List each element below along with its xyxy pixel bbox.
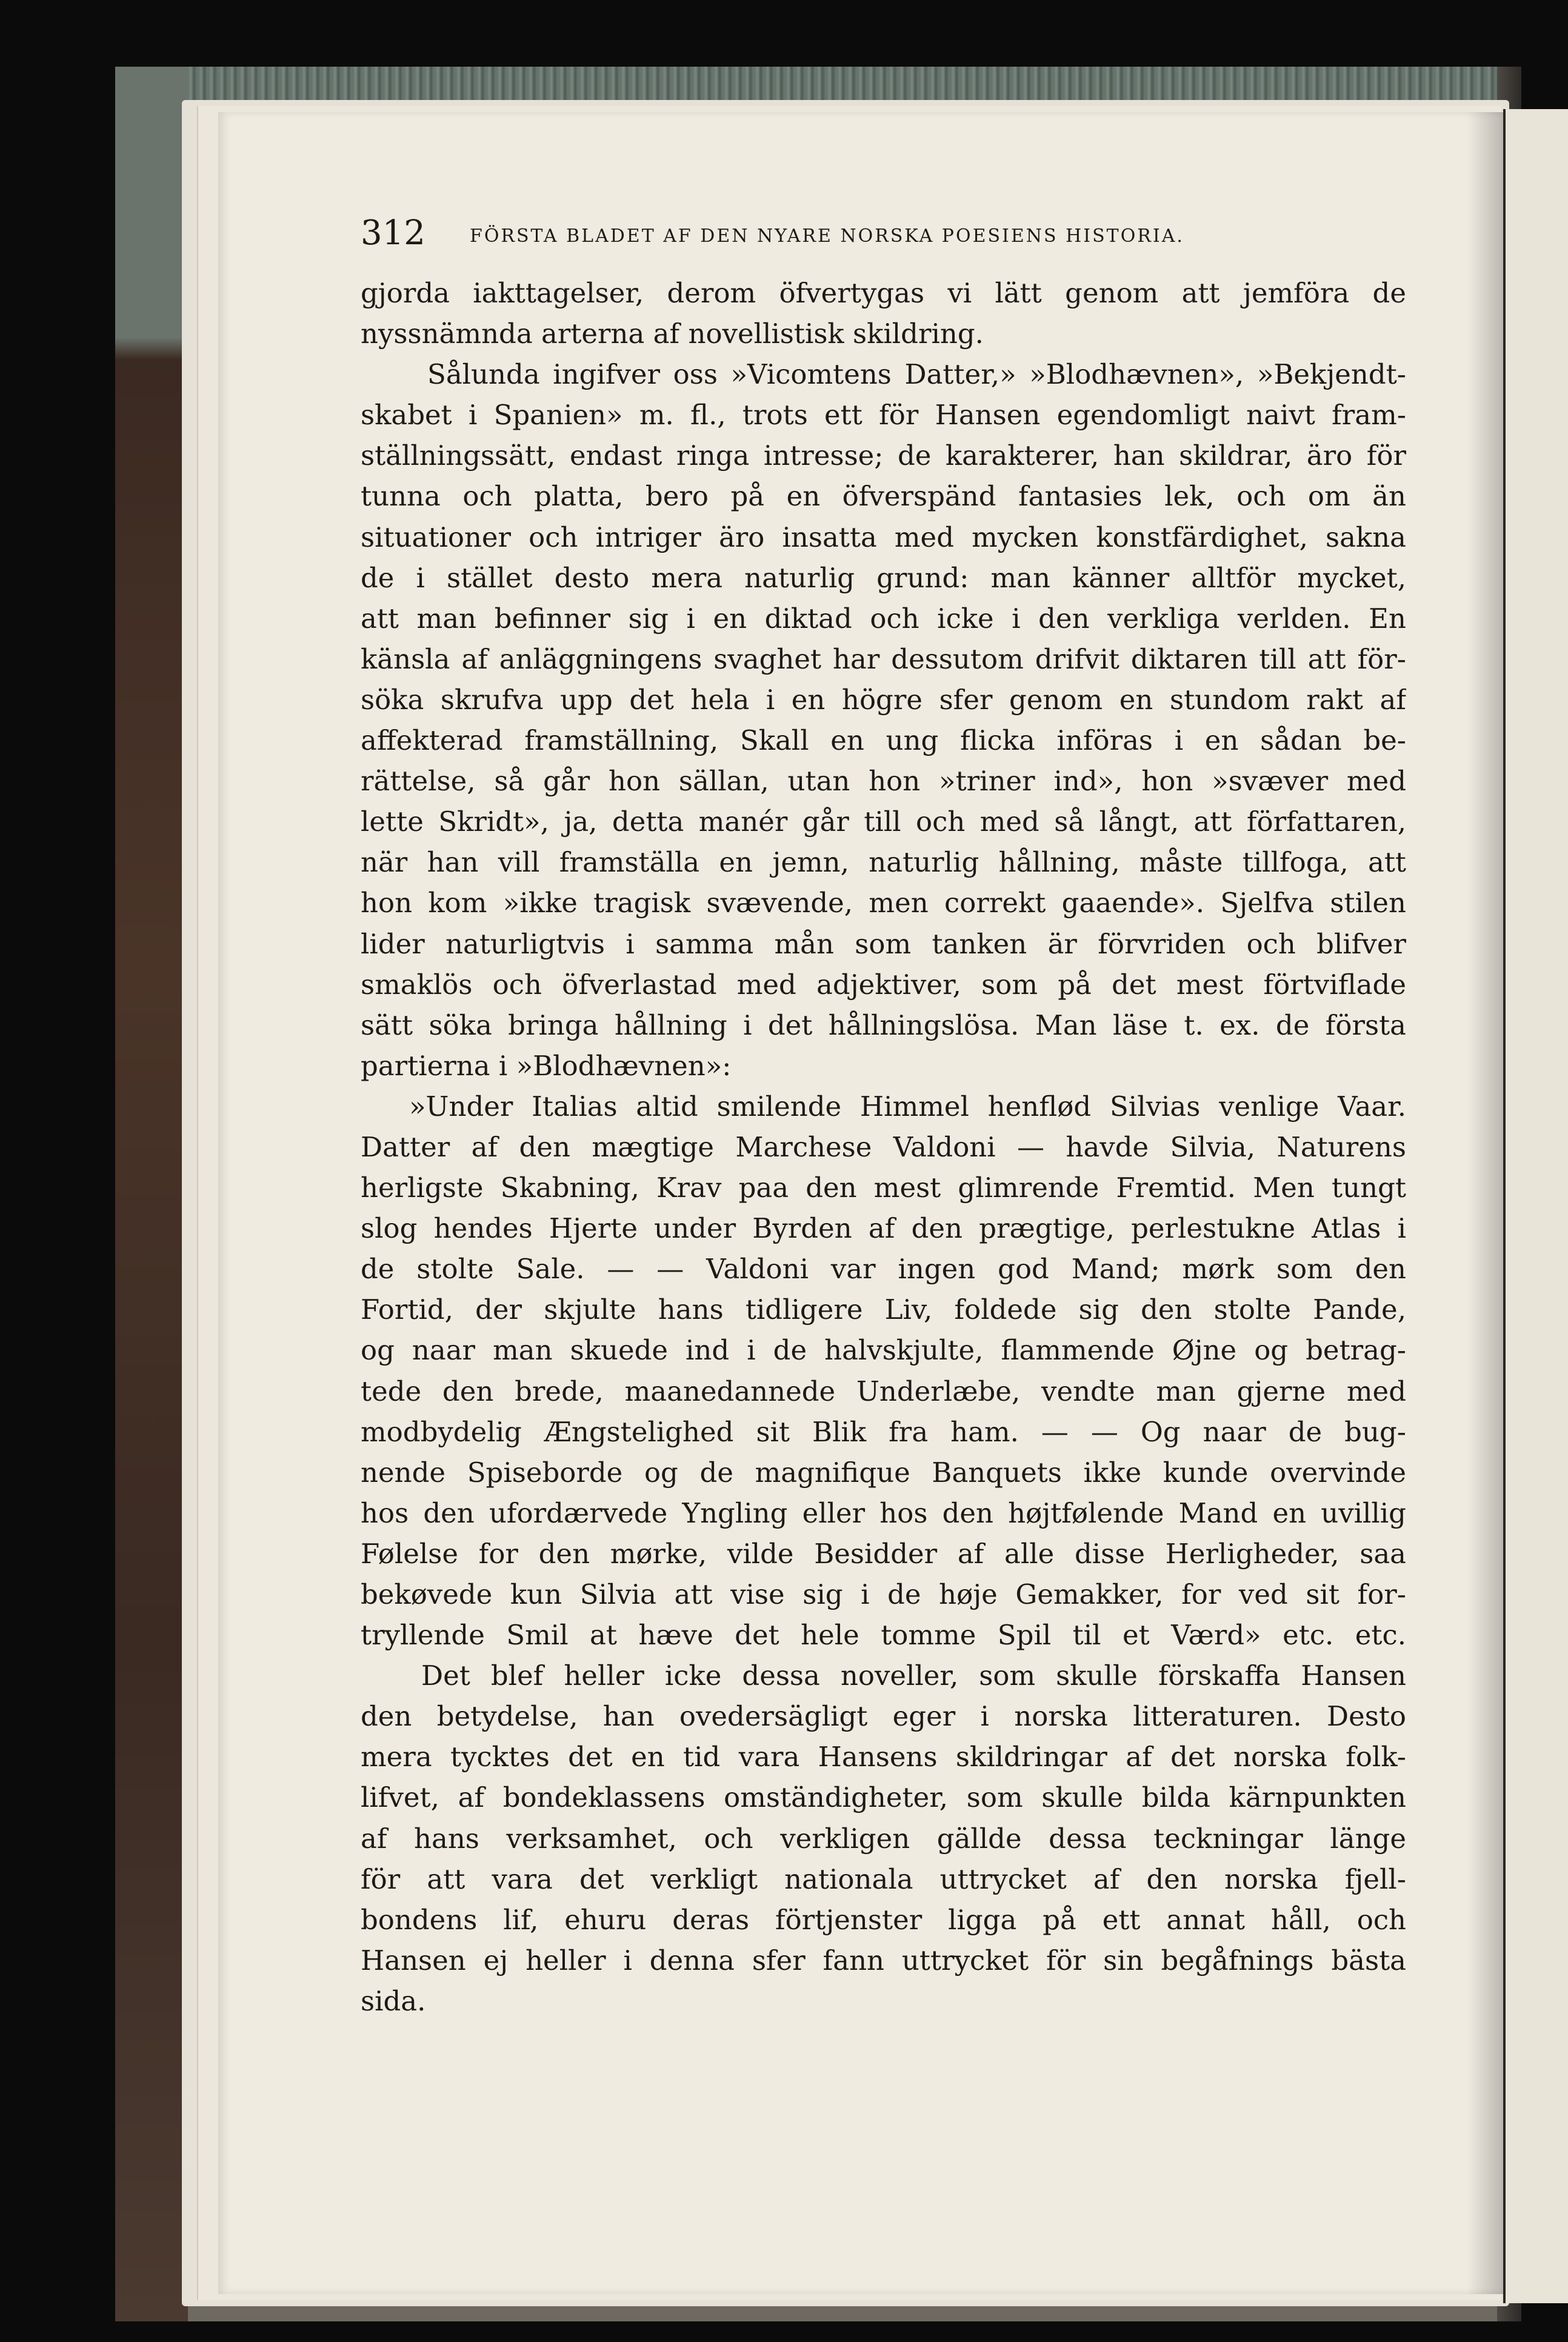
quote-line: tede den brede, maanedannede Underlæbe, vendte man gjerne med [361,1375,1406,1407]
running-title: FÖRSTA BLADET AF DEN NYARE NORSKA POESIENS HISTORIA. [470,225,1184,247]
quote-line: bekøvede kun Silvia att vise sig i de høje Gemakker, for ved sit for- [361,1578,1406,1610]
text-line: af hans verksamhet, och verkligen gällde dessa teckningar länge [361,1822,1406,1855]
text-line: lider naturligtvis i samma mån som tanken är förvriden och blifver [361,927,1406,960]
text-line: smaklös och öfverlastad med adjektiver, som på det mest förtviflade [361,968,1406,1001]
text-line: hon kom »ikke tragisk svævende, men correkt gaaende». Sjelfva stilen [361,887,1406,919]
text-line: gjorda iakttagelser, derom öfvertygas vi lätt genom att jemföra de [361,277,1406,309]
text-line: partierna i »Blodhævnen»: [361,1049,732,1082]
text-line: lette Skridt», ja, detta manér går till och med så långt, att författaren, [361,806,1406,838]
quote-line: herligste Skabning, Krav paa den mest glimrende Fremtid. Men tungt [361,1172,1406,1204]
facing-page-strip [1503,109,1568,2303]
quote-line: slog hendes Hjerte under Byrden af den prægtige, perlestukne Atlas i [361,1212,1406,1245]
text-line: att man befinner sig i en diktad och icke i den verkliga verlden. En [361,602,1406,635]
text-line: affekterad framställning, Skall en ung flicka införas i en sådan be- [361,724,1406,757]
text-line: ställningssätt, endast ringa intresse; de karakterer, han skildrar, äro för [361,439,1406,472]
text-line: Det blef heller icke dessa noveller, som skulle förskaffa Hansen [421,1660,1406,1692]
text-line: Hansen ej heller i denna sfer fann uttrycket för sin begåfnings bästa [361,1944,1406,1977]
page-number: 312 [361,213,425,253]
text-line: känsla af anläggningens svaghet har dessutom drifvit diktaren till att för- [361,642,1406,675]
quote-line: nende Spiseborde og de magnifique Banquets ikke kunde overvinde [361,1456,1406,1489]
quote-line: hos den ufordærvede Yngling eller hos den højtfølende Mand en uvillig [361,1496,1406,1529]
text-line: när han vill framställa en jemn, naturlig hållning, måste tillfoga, att [361,846,1406,879]
text-line: mera tycktes det en tid vara Hansens skildringar af det norska folk- [361,1741,1406,1773]
text-line: rättelse, så går hon sällan, utan hon »triner ind», hon »svæver med [361,765,1406,798]
text-line: Sålunda ingifver oss »Vicomtens Datter,» »Blodhævnen», »Bekjendt- [427,358,1406,391]
quote-line: tryllende Smil at hæve det hele tomme Spil til et Værd» etc. etc. [361,1619,1406,1652]
text-line: sida. [361,1984,426,2017]
text-line: bondens lif, ehuru deras förtjenster ligga på ett annat håll, och [361,1903,1406,1936]
text-line: sätt söka bringa hållning i det hållningslösa. Man läse t. ex. de första [361,1009,1406,1041]
quote-line: modbydelig Ængstelighed sit Blik fra ham. — — Og naar de bug- [361,1415,1406,1448]
cover-leather-spine [115,67,188,2321]
body-text [361,273,1406,2021]
quote-line: »Under Italias altid smilende Himmel henflød Silvias venlige Vaar. [409,1090,1406,1123]
quote-line: Følelse for den mørke, vilde Besidder af alle disse Herligheder, saa [361,1537,1406,1570]
text-line: situationer och intriger äro insatta med mycken konstfärdighet, sakna [361,521,1406,553]
running-head [361,206,1403,261]
quote-line: Fortid, der skjulte hans tidligere Liv, foldede sig den stolte Pande, [361,1293,1406,1326]
quote-line: og naar man skuede ind i de halvskjulte, flammende Øjne og betrag- [361,1334,1406,1367]
text-line: för att vara det verkligt nationala uttrycket af den norska fjell- [361,1863,1406,1895]
text-line: nyssnämnda arterna af novellistisk skildring. [361,318,984,350]
quote-line: Datter af den mægtige Marchese Valdoni — havde Silvia, Naturens [361,1130,1406,1163]
text-line: de i stället desto mera naturlig grund: man känner alltför mycket, [361,561,1406,594]
text-line: skabet i Spanien» m. fl., trots ett för Hansen egendomligt naivt fram- [361,399,1406,432]
quote-line: de stolte Sale. — — Valdoni var ingen god Mand; mørk som den [361,1253,1406,1286]
gutter-shadow [1467,112,1503,2294]
text-line: lifvet, af bondeklassens omständigheter, som skulle bilda kärnpunkten [361,1781,1406,1814]
text-line: den betydelse, han ovedersägligt eger i norska litteraturen. Desto [361,1700,1406,1733]
text-line: tunna och platta, bero på en öfverspänd fantasies lek, och om än [361,480,1406,513]
text-line: söka skrufva upp det hela i en högre sfer genom en stundom rakt af [361,683,1406,716]
